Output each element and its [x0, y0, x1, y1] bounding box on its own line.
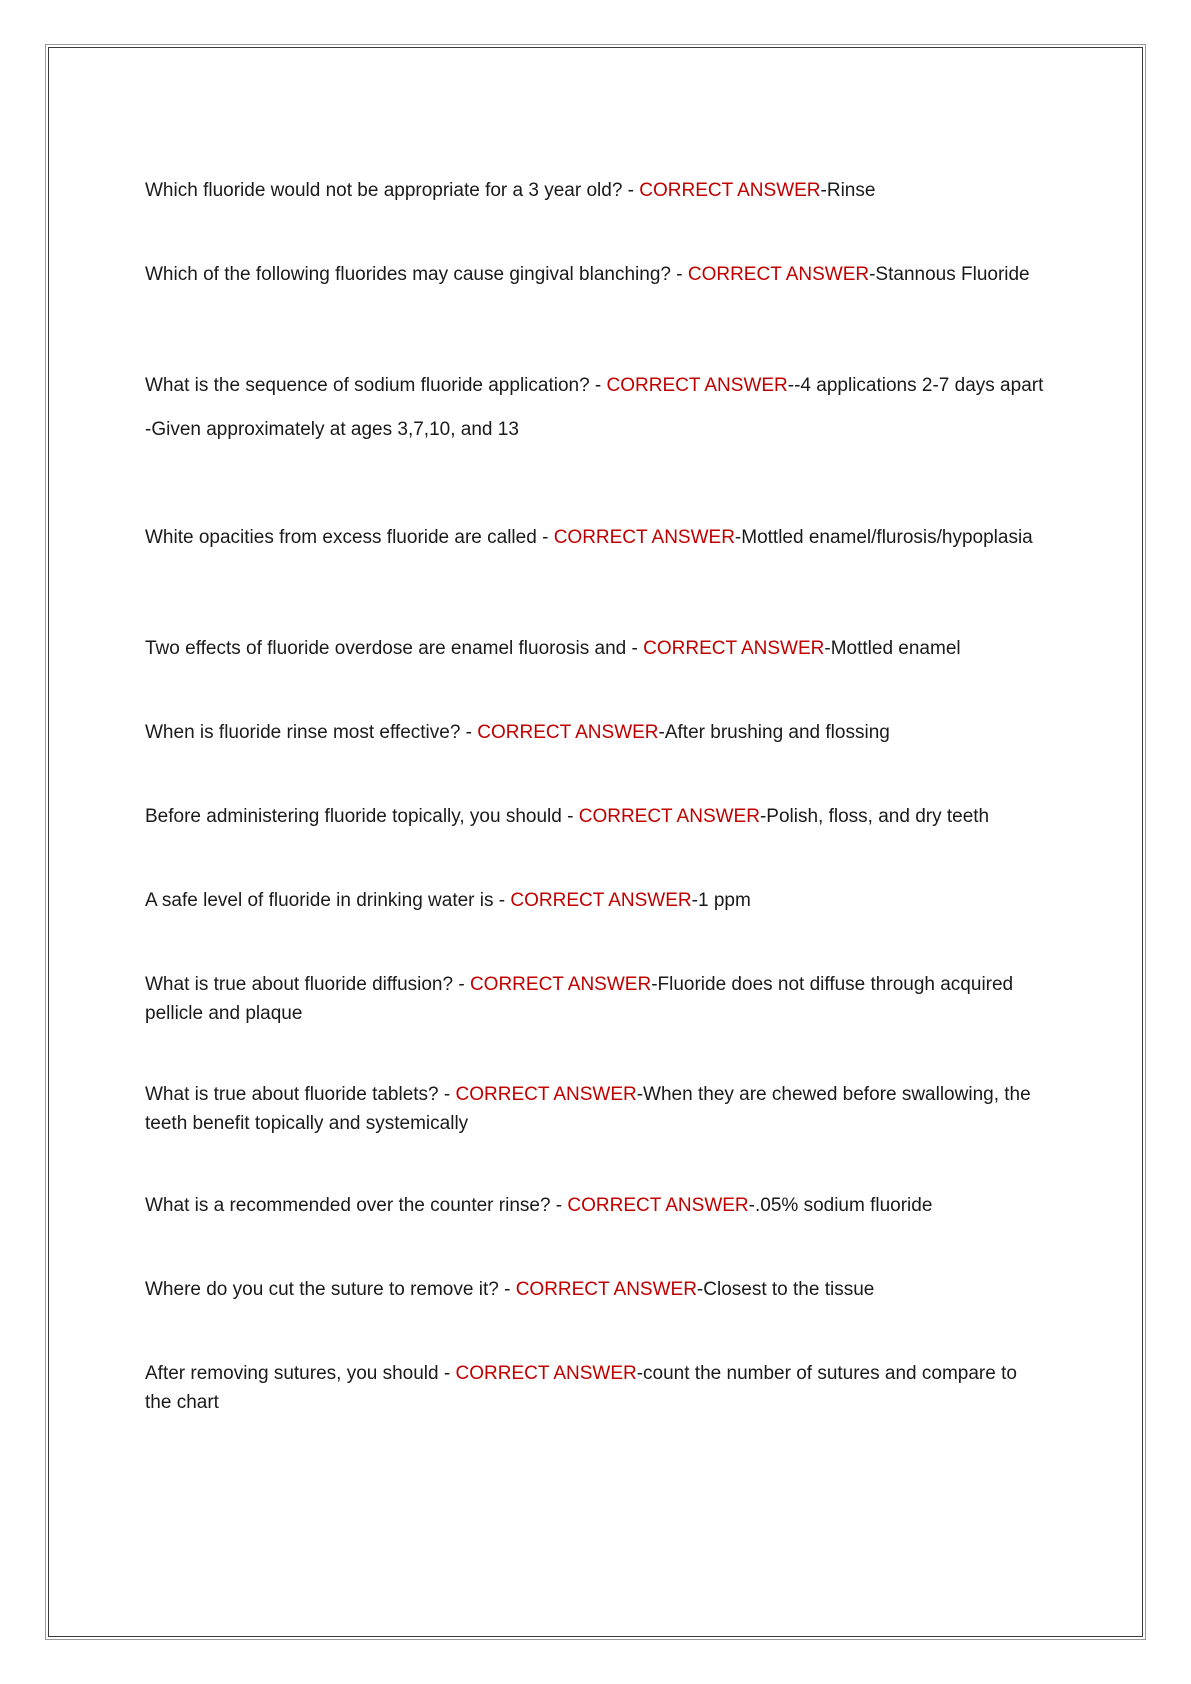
answer-tag: CORRECT ANSWER [639, 180, 821, 201]
answer-text: -Rinse [820, 180, 876, 201]
answer-tag: CORRECT ANSWER [477, 722, 659, 743]
qa-item [145, 886, 1045, 915]
question-text: A safe level of fluoride in drinking water is [145, 890, 494, 911]
answer-tag: CORRECT ANSWER [469, 974, 652, 995]
qa-item [145, 260, 1045, 289]
question-text: What is a recommended over the counter rinse? [145, 1195, 551, 1216]
question-text: Where do you cut the suture to remove it? [145, 1279, 499, 1300]
question-text: Two effects of fluoride overdose are enamel fluorosis and [145, 638, 627, 659]
answer-text: -Closest to the tissue [696, 1279, 875, 1300]
qa-item [145, 1080, 1045, 1138]
question-text: What is true about fluoride tablets? [145, 1084, 439, 1105]
qa-item [145, 176, 1045, 205]
answer-text: -Mottled enamel [824, 638, 961, 659]
qa-item [145, 523, 1045, 552]
qa-item [145, 802, 1045, 831]
answer-text: -Mottled enamel/flurosis/hypoplasia [734, 527, 1033, 548]
separator: - [493, 890, 511, 911]
question-text: Before administering fluoride topically, you should [145, 806, 562, 827]
answer-text: -.05% sodium fluoride [748, 1195, 933, 1216]
separator: - [670, 264, 688, 285]
separator: - [460, 722, 478, 743]
answer-tag: CORRECT ANSWER [455, 1084, 637, 1105]
separator: - [589, 375, 607, 396]
answer-extra-line: -Given approximately at ages 3,7,10, and 13 [145, 419, 519, 440]
answer-tag: CORRECT ANSWER [553, 527, 735, 548]
answer-text: -count the number of sutures and compare to the chart [145, 1363, 1017, 1413]
question-text: What is the sequence of sodium fluoride application? [145, 375, 590, 396]
answer-tag: CORRECT ANSWER [606, 375, 788, 396]
separator: - [498, 1279, 516, 1300]
answer-tag: CORRECT ANSWER [578, 806, 760, 827]
qa-item [145, 1191, 1045, 1220]
question-text: What is true about fluoride diffusion? [145, 974, 454, 995]
question-text: Which of the following fluorides may cause gingival blanching? [145, 264, 671, 285]
separator: - [536, 527, 554, 548]
qa-item [145, 970, 1045, 1028]
answer-tag: CORRECT ANSWER [567, 1195, 749, 1216]
answer-text: -Polish, floss, and dry teeth [759, 806, 990, 827]
separator: - [438, 1084, 456, 1105]
answer-tag: CORRECT ANSWER [687, 264, 870, 285]
answer-tag: CORRECT ANSWER [515, 1279, 697, 1300]
answer-text: -After brushing and flossing [658, 722, 890, 743]
separator: - [550, 1195, 568, 1216]
question-text: After removing sutures, you should [145, 1363, 439, 1384]
qa-item [145, 634, 1045, 663]
answer-tag: CORRECT ANSWER [643, 638, 825, 659]
separator: - [561, 806, 579, 827]
question-text: When is fluoride rinse most effective? [145, 722, 461, 743]
answer-text: --4 applications 2-7 days apart [787, 375, 1044, 396]
answer-tag: CORRECT ANSWER [455, 1363, 637, 1384]
qa-item [145, 718, 1045, 747]
separator: - [438, 1363, 456, 1384]
answer-tag: CORRECT ANSWER [510, 890, 692, 911]
qa-item [145, 1359, 1045, 1417]
question-text: White opacities from excess fluoride are called [145, 527, 537, 548]
question-text: Which fluoride would not be appropriate for a 3 year old? [145, 180, 623, 201]
answer-text: -When they are chewed before swallowing, the teeth benefit topically and systemically [145, 1084, 1031, 1134]
separator: - [626, 638, 644, 659]
separator: - [453, 974, 470, 995]
answer-text: -Fluoride does not diffuse through acquired pellicle and plaque [145, 974, 1014, 1024]
qa-item [145, 371, 1045, 444]
qa-item [145, 1275, 1045, 1304]
answer-text: -1 ppm [691, 890, 751, 911]
separator: - [622, 180, 640, 201]
answer-text: -Stannous Fluoride [869, 264, 1030, 285]
